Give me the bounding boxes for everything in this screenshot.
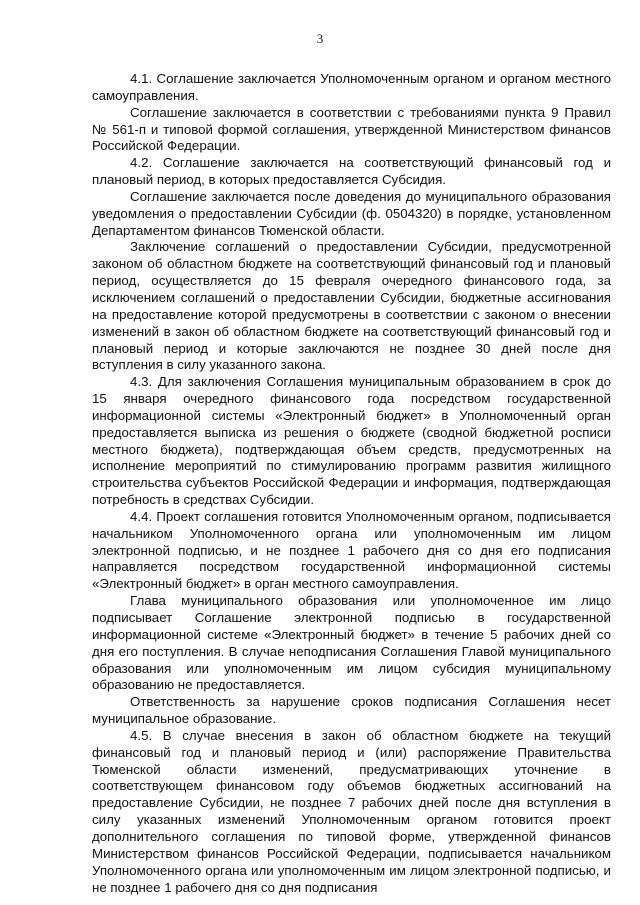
document-body bbox=[92, 71, 611, 896]
page-number: 3 bbox=[316, 31, 324, 46]
paragraph-4-2: 4.2. Соглашение заключается на соответствующий финансовый год и плановый период, в которых предоставляется Субсидия. bbox=[92, 155, 611, 188]
paragraph-4-4-signing: Глава муниципального образования или уполномоченное им лицо подписывает Соглашение электронной подписью в государственной информационной системе «Электронный бюджет» в течение 5 рабочих дней со дня его поступления. В случае неподписания Соглашения Главой муниципального образования или уполномоченным им лицом субсидия муниципальному образованию не предоставляется. bbox=[92, 593, 611, 693]
paragraph-4-1: 4.1. Соглашение заключается Уполномоченным органом и органом местного самоуправления. bbox=[92, 71, 611, 103]
paragraph-4-1-requirements: Соглашение заключается в соответствии с требованиями пункта 9 Правил № 561-п и типовой формой соглашения, утвержденной Министерством финансов Российской Федерации. bbox=[92, 104, 611, 154]
paragraph-4-4: 4.4. Проект соглашения готовится Уполномоченным органом, подписывается начальником Уполномоченного органа или уполномоченным им лицом электронной подписью, и не позднее 1 рабочего дня со дня его подписания направляется посредством государственной информационной системы «Электронный бюджет» в орган местного самоуправления. bbox=[92, 508, 611, 592]
paragraph-4-3: 4.3. Для заключения Соглашения муниципальным образованием в срок до 15 января очередного финансового года посредством государственной информационной системы «Электронный бюджет» в Уполномоченный орган предоставляется выписка из решения о бюджете (сводной бюджетной росписи местного бюджета), подтверждающая объем средств, предусмотренных на исполнение мероприятий по стимулированию программ развития жилищного строительства субъектов Российской Федерации и информация, подтверждающая потребность в средствах Субсидии. bbox=[92, 374, 611, 508]
paragraph-4-4-responsibility: Ответственность за нарушение сроков подписания Соглашения несет муниципальное образование. bbox=[92, 694, 611, 727]
paragraph-4-2-deadline: Заключение соглашений о предоставлении Субсидии, предусмотренной законом об областном бюджете на соответствующий финансовый год и плановый период, осуществляется до 15 февраля очередного финансового года, за исключением соглашений о предоставлении Субсидии, бюджетные ассигнования на предоставление которой предусмотрены в соответствии с законом о внесении изменений в закон об областном бюджете на соответствующий финансовый год и плановый период и которые заключаются не позднее 30 дней после дня вступления в силу указанного закона. bbox=[92, 239, 611, 373]
paragraph-4-2-notification: Соглашение заключается после доведения до муниципального образования уведомления о предоставлении Субсидии (ф. 0504320) в порядке, установленном Департаментом финансов Тюменской области. bbox=[92, 188, 611, 238]
paragraph-4-5: 4.5. В случае внесения в закон об областном бюджете на текущий финансовый год и плановый период и (или) распоряжение Правительства Тюменской области изменений, предусматривающих уточнение в соответствующем финансовом году объемов бюджетных ассигнований на предоставление Субсидии, не позднее 7 рабочих дней после дня вступления в силу указанных изменений Уполномоченным органом готовится проект дополнительного соглашения по типовой форме, утвержденной финансов Министерством финансов Российской Федерации, подписывается начальником Уполномоченного органа или уполномоченным им лицом электронной подписью, и не позднее 1 рабочего дня со дня подписания bbox=[92, 727, 611, 895]
